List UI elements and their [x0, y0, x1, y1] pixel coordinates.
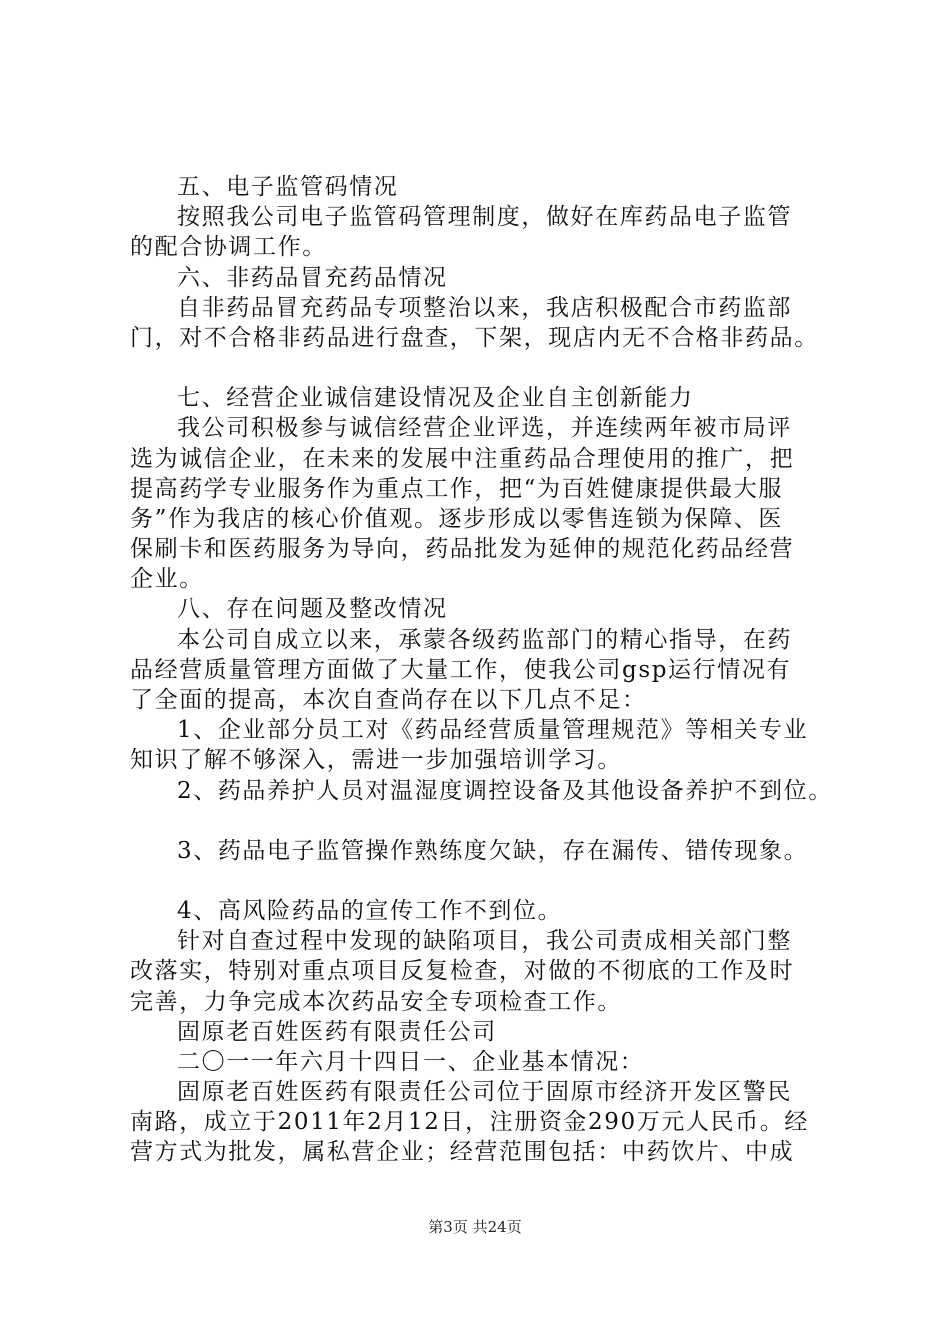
paragraph-line: 改落实，特别对重点项目反复检查，对做的不彻底的工作及时	[130, 958, 795, 985]
paragraph-line: 选为诚信企业，在未来的发展中注重药品合理使用的推广，把	[130, 445, 795, 472]
date-and-heading: 二〇一一年六月十四日一、企业基本情况：	[177, 1048, 645, 1075]
paragraph-line: 门，对不合格非药品进行盘查，下架，现店内无不合格非药品。	[130, 324, 819, 351]
section-heading-8: 八、存在问题及整改情况	[177, 596, 448, 623]
paragraph-line: 品经营质量管理方面做了大量工作，使我公司gsp运行情况有	[130, 656, 792, 683]
list-item-3: 3、药品电子监管操作熟练度欠缺，存在漏传、错传现象。	[177, 837, 809, 864]
paragraph-line: 针对自查过程中发现的缺陷项目，我公司责成相关部门整	[177, 928, 792, 955]
section-heading-7: 七、经营企业诚信建设情况及企业自主创新能力	[177, 385, 694, 412]
list-item-4: 4、高风险药品的宣传工作不到位。	[177, 897, 563, 924]
paragraph-line: 企业。	[130, 566, 204, 593]
paragraph-line: 我公司积极参与诚信经营企业评选，并连续两年被市局评	[177, 415, 792, 442]
paragraph-line: 完善，力争完成本次药品安全专项检查工作。	[130, 988, 622, 1015]
paragraph-line: 提高药学专业服务作为重点工作，把“为百姓健康提供最大服	[130, 475, 783, 502]
paragraph-line: 营方式为批发，属私营企业；经营范围包括：中药饮片、中成	[130, 1139, 795, 1166]
page-number-footer: 第3页 共24页	[428, 1218, 522, 1236]
paragraph-line: 本公司自成立以来，承蒙各级药监部门的精心指导，在药	[177, 626, 792, 653]
paragraph-line: 知识了解不够深入，需进一步加强培训学习。	[130, 747, 622, 774]
paragraph-line: 务”作为我店的核心价值观。逐步形成以零售连锁为保障、医	[130, 505, 783, 532]
paragraph-line: 按照我公司电子监管码管理制度，做好在库药品电子监管	[177, 204, 792, 231]
blank-line	[130, 866, 840, 896]
paragraph-line: 固原老百姓医药有限责任公司位于固原市经济开发区警民	[177, 1079, 792, 1106]
section-heading-5: 五、电子监管码情况	[177, 174, 399, 200]
section-heading-6: 六、非药品冒充药品情况	[177, 264, 448, 291]
paragraph-line: 自非药品冒充药品专项整治以来，我店积极配合市药监部	[177, 294, 792, 321]
paragraph-line: 的配合协调工作。	[130, 234, 327, 261]
paragraph-line: 南路，成立于2011年2月12日，注册资金290万元人民币。经	[130, 1109, 809, 1136]
blank-line	[130, 353, 840, 383]
paragraph-line: 保刷卡和医药服务为导向，药品批发为延伸的规范化药品经营	[130, 536, 795, 563]
list-item-1: 1、企业部分员工对《药品经营质量管理规范》等相关专业	[177, 717, 809, 744]
company-signature: 固原老百姓医药有限责任公司	[177, 1018, 497, 1045]
blank-line	[130, 806, 840, 836]
paragraph-line: 了全面的提高，本次自查尚存在以下几点不足：	[130, 687, 647, 713]
list-item-2: 2、药品养护人员对温湿度调控设备及其他设备养护不到位。	[177, 777, 833, 804]
document-body	[130, 172, 840, 1168]
